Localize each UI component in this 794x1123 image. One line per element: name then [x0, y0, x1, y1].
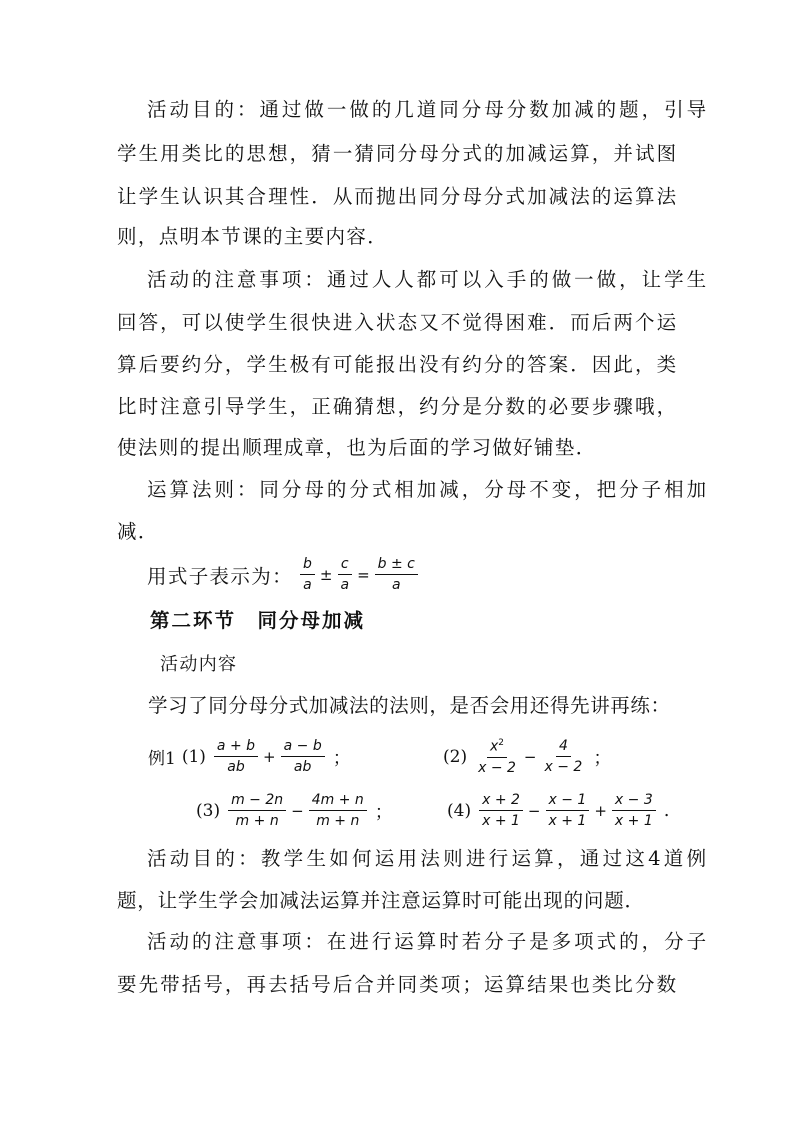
punctuation: . [663, 800, 670, 821]
formula [298, 556, 420, 593]
section-heading: 第二环节 同分母加减 [150, 609, 366, 632]
text-line: 算后要约分，学生极有可能报出没有约分的答案．因此，类 [117, 353, 677, 376]
fraction [309, 792, 367, 829]
fraction [542, 738, 586, 775]
text-line: 活动的注意事项：通过人人都可以入手的做一做，让学生 [147, 268, 707, 291]
fraction [375, 556, 418, 593]
denominator: x − 2 [544, 759, 583, 776]
text-line: 回答，可以使学生很快进入状态又不觉得困难．而后两个运 [117, 311, 677, 334]
example-4 [447, 792, 669, 829]
numerator: 4 [556, 738, 571, 757]
text-line: 减． [117, 520, 159, 543]
operator: + [594, 801, 607, 820]
example-1 [148, 738, 351, 775]
text-line: 让学生认识其合理性．从而抛出同分母分式加减法的运算法 [117, 185, 677, 208]
fraction [300, 556, 315, 593]
text-line: 比时注意引导学生，正确猜想，约分是分数的必要步骤哦， [117, 395, 677, 418]
text-line: 学生用类比的思想，猜一猜同分母分式的加减运算，并试图 [117, 142, 677, 165]
denominator: ab [227, 759, 245, 775]
numerator: x − 1 [546, 792, 590, 811]
text-line: 则，点明本节课的主要内容． [117, 225, 389, 248]
numerator: x + 2 [479, 792, 523, 811]
denominator: a [303, 577, 312, 593]
denominator: x − 2 [478, 759, 516, 776]
denominator: a [391, 577, 401, 593]
operator: − [527, 801, 541, 820]
denominator: x + 1 [482, 813, 520, 829]
formula-intro: 用式子表示为： [147, 565, 293, 588]
fraction [479, 792, 523, 829]
denominator: x + 1 [614, 813, 653, 829]
fraction [281, 738, 325, 775]
numerator: a − b [281, 738, 325, 757]
numerator: b [300, 556, 315, 575]
example-2 [443, 738, 611, 776]
numerator: 4m + n [309, 792, 367, 811]
text-line: 题，让学生学会加减法运算并注意运算时可能出现的问题． [117, 889, 645, 912]
example-3 [196, 792, 393, 829]
denominator: ab [293, 759, 312, 775]
fraction [546, 792, 590, 829]
text-line: 活动目的：通过做一做的几道同分母分数加减的题，引导 [147, 98, 707, 121]
fraction [337, 556, 352, 593]
exponent: 2 [498, 738, 505, 748]
text-line: 使法则的提出顺理成章，也为后面的学习做好铺垫． [117, 436, 597, 459]
intro-line: 学习了同分母分式加减法的法则，是否会用还得先讲再练： [148, 694, 671, 717]
example-number: (2) [443, 746, 468, 767]
numerator: b ± c [375, 556, 418, 575]
activity-content-label: 活动内容 [160, 654, 238, 675]
numerator: c [338, 556, 352, 575]
base: x [489, 738, 499, 755]
denominator: x + 1 [548, 813, 587, 829]
punctuation: ； [374, 801, 393, 823]
denominator: m + n [235, 813, 279, 829]
text-line: 活动的注意事项：在进行运算时若分子是多项式的，分子 [147, 930, 707, 953]
operator: − [523, 747, 537, 766]
fraction [214, 738, 258, 775]
numerator [487, 738, 507, 758]
operator: ± [319, 565, 333, 584]
operator: + [263, 747, 276, 766]
operator: − [291, 801, 304, 820]
text-line: 运算法则：同分母的分式相加减，分母不变，把分子相加 [147, 478, 707, 501]
text-line: 要先带括号，再去括号后合并同类项；运算结果也类比分数 [117, 973, 677, 996]
punctuation: ； [332, 747, 351, 769]
numerator: a + b [214, 738, 258, 757]
fraction [475, 738, 519, 776]
numerator: x − 3 [612, 792, 656, 811]
numerator: m − 2n [228, 792, 286, 811]
example-label: 例1 [148, 749, 176, 769]
example-number: (4) [447, 800, 472, 821]
denominator: m + n [316, 813, 360, 829]
denominator: a [340, 577, 350, 593]
fraction [612, 792, 656, 829]
operator: = [357, 565, 370, 584]
fraction [228, 792, 286, 829]
example-number: (1) [181, 746, 206, 767]
punctuation: ； [593, 747, 612, 769]
example-number: (3) [196, 800, 221, 821]
text-line: 活动目的：教学生如何运用法则进行运算，通过这4道例 [147, 847, 707, 870]
